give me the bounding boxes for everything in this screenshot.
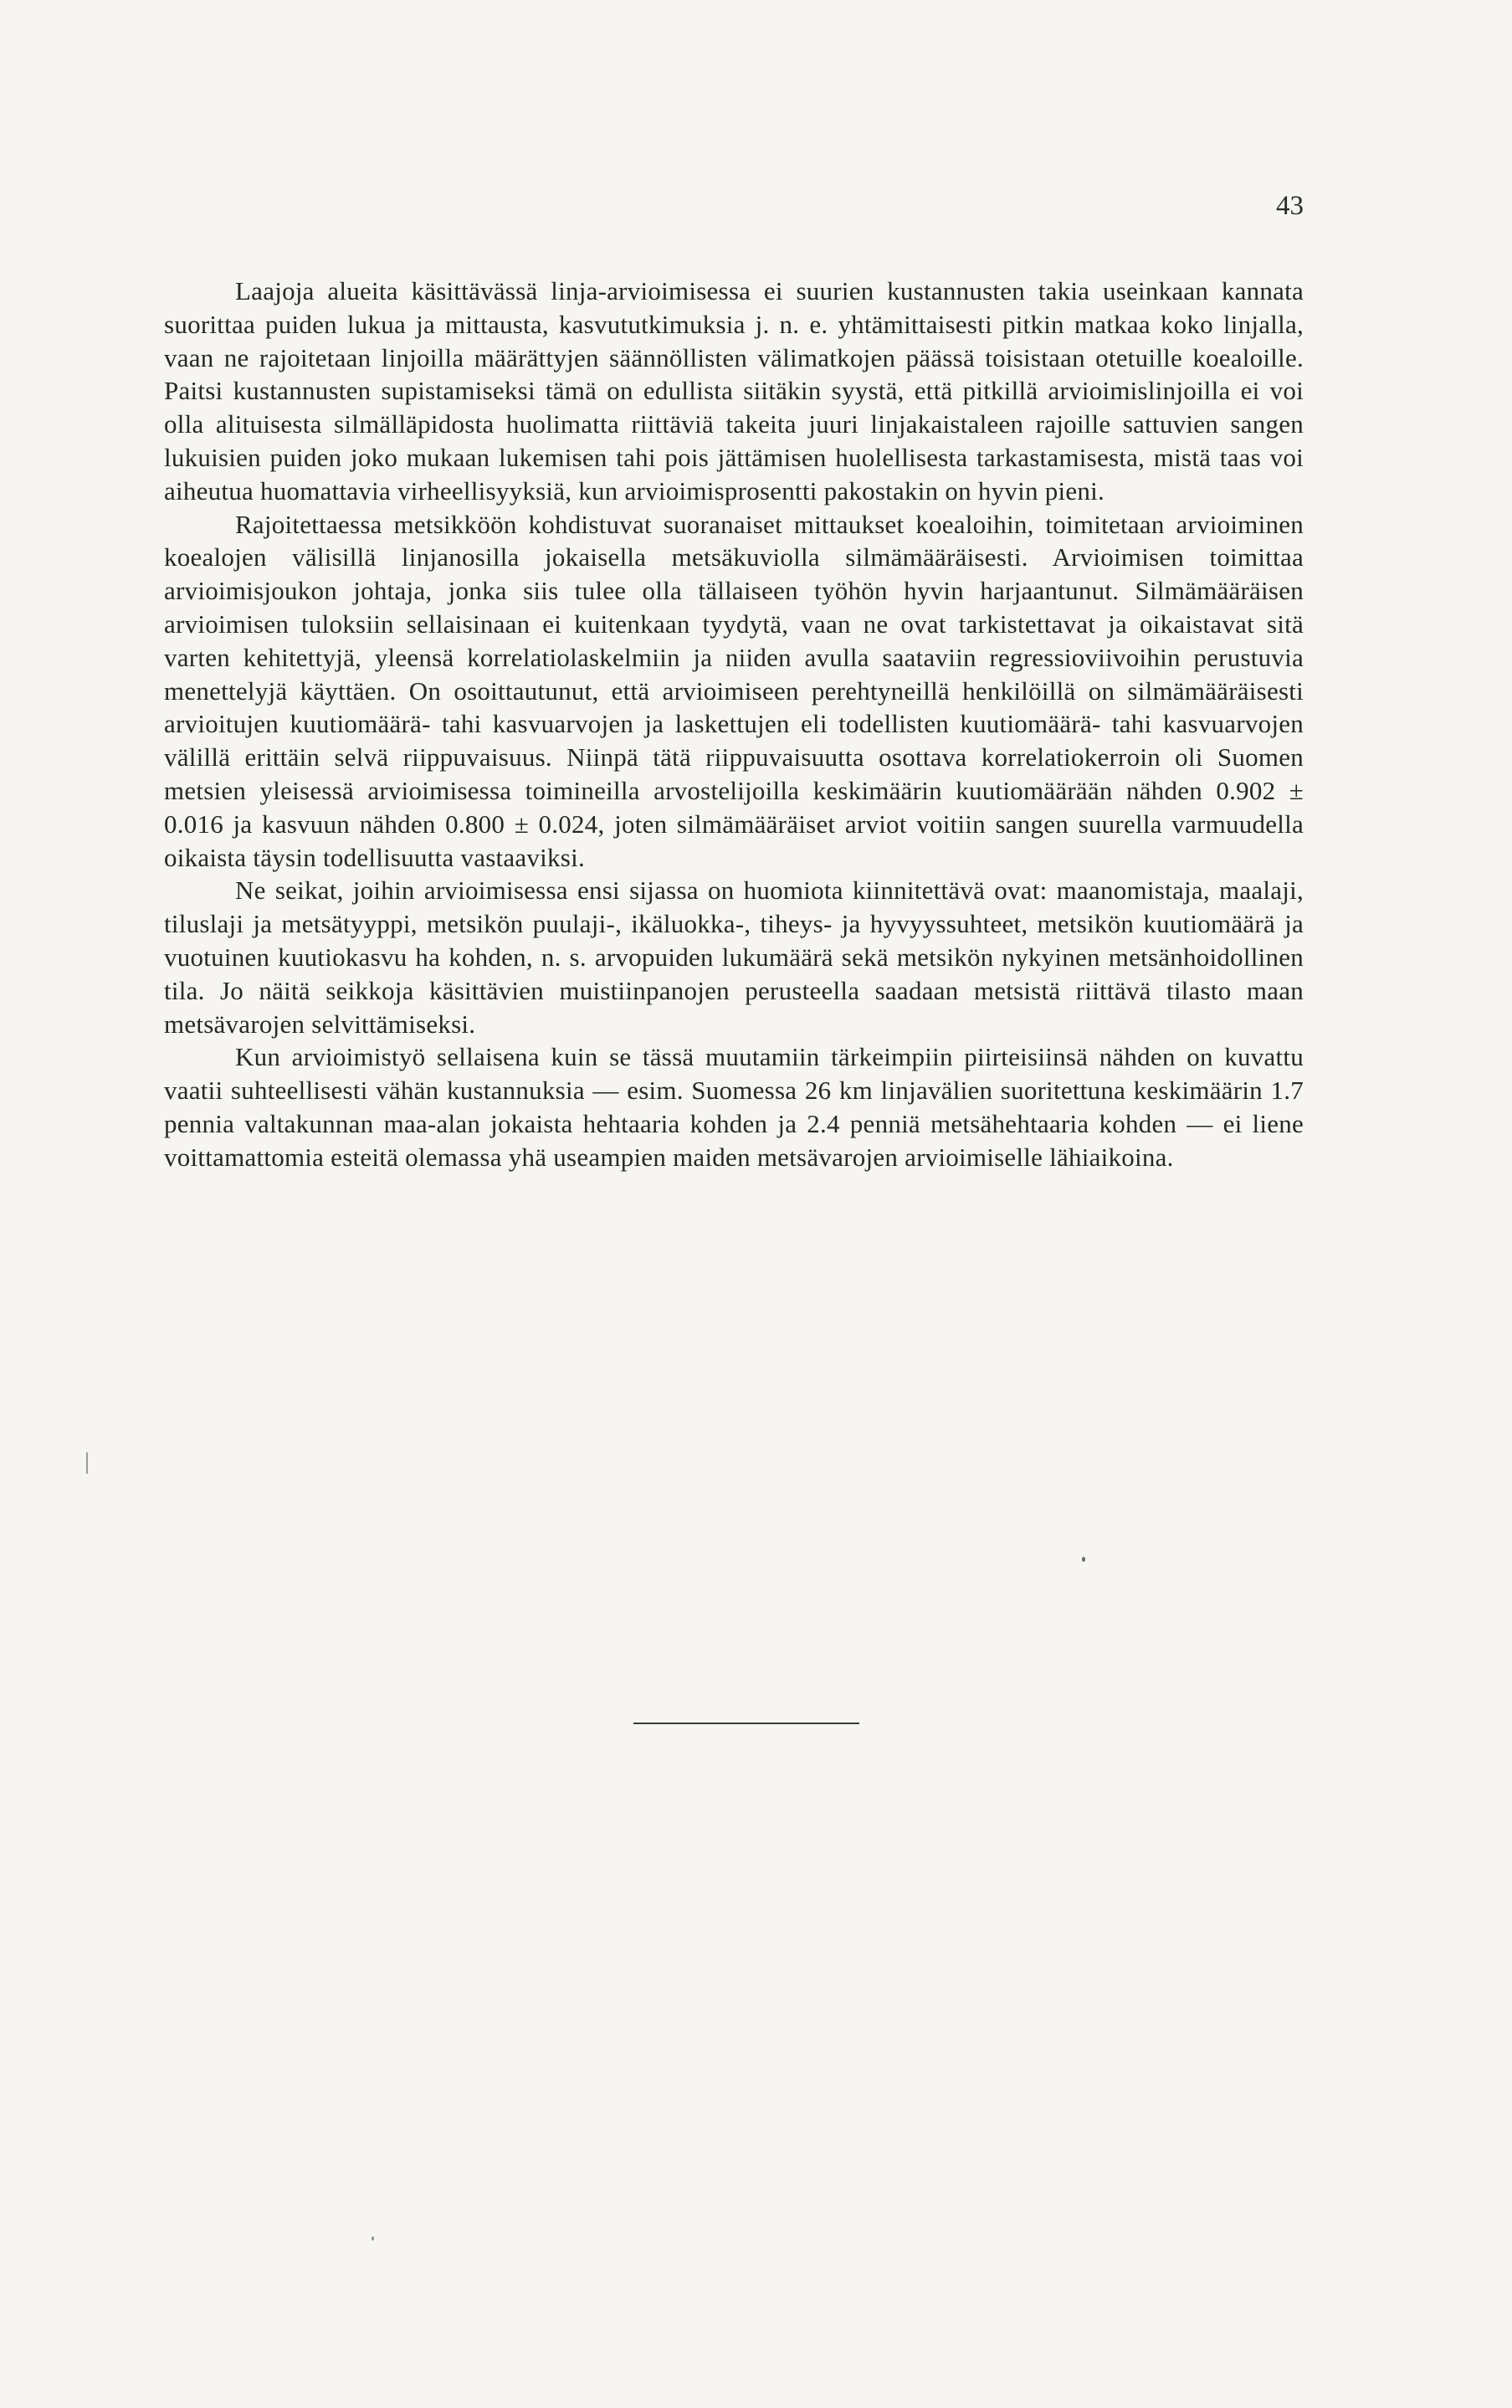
paragraph-ocular-estimation: Rajoitettaessa metsikköön kohdistuvat suoranaiset mittaukset koealoihin, toimitetaan arvioiminen koealojen välisillä linjanosilla jokaisella metsäkuviolla silmämääräisesti. Arvioimisen toimittaa arvioimisjoukon johtaja, jonka siis tulee olla tällaiseen työhön hyvin harjaantunut. Silmämääräisen arvioimisen tuloksiin sellaisinaan ei kuitenkaan tyydytä, vaan ne ovat tarkistettavat ja oikaistavat sitä varten kehitettyjä, yleensä korrelatiolaskelmiin ja niiden avulla saataviin regressioviivoihin perustuvia menettelyjä käyttäen. On osoittautunut, että arvioimiseen perehtyneillä henkilöillä on silmämääräisesti arvioitujen kuutiomäärä- tahi kasvuarvojen ja laskettujen eli todellisten kuutiomäärä- tahi kasvuarvojen välillä erittäin selvä riippuvaisuus. Niinpä tätä riippuvaisuutta osottava korrelatiokerroin oli Suomen metsien yleisessä arvioimisessa toimineilla arvostelijoilla keskimäärin kuutiomäärään nähden 0.902 ± 0.016 ja kasvuun nähden 0.800 ± 0.024, joten silmämääräiset arviot voitiin sangen suurella varmuudella oikaista täysin todellisuutta vastaaviksi. [164,509,1304,872]
scan-speck [86,1452,88,1474]
body-text [164,275,1304,1174]
section-divider [633,1723,859,1724]
paragraph-costs: Kun arvioimistyö sellaisena kuin se tässä muutamiin tärkeimpiin piirteisiinsä nähden on kuvattu vaatii suhteellisesti vähän kustannuksia — esim. Suomessa 26 km linjavälien suoritettuna keskimäärin 1.7 pennia valtakunnan maa-alan jokaista hehtaaria kohden ja 2.4 penniä metsähehtaaria kohden — ei liene voittamattomia esteitä olemassa yhä useampien maiden metsävarojen arvioimiselle lähiaikoina. [164,1042,1304,1172]
page-number: 43 [1276,191,1304,221]
paragraph-recorded-factors: Ne seikat, joihin arvioimisessa ensi sijassa on huomiota kiinnitettävä ovat: maanomistaja, maalaji, tiluslaji ja metsätyyppi, metsikön puulaji-, ikäluokka-, tiheys- ja hyvyyssuhteet, metsikön kuutiomäärä ja vuotuinen kuutiokasvu ha kohden, n. s. arvopuiden lukumäärä sekä metsikön nykyinen metsänhoidollinen tila. Jo näitä seikkoja käsittävien muistiinpanojen perusteella saadaan metsistä riittävä tilasto maan metsävarojen selvittämiseksi. [164,875,1304,1039]
scan-speck [1082,1557,1085,1562]
scan-speck [372,2236,374,2241]
paragraph-sample-plots: Laajoja alueita käsittävässä linja-arvioimisessa ei suurien kustannusten takia useinkaan kannata suorittaa puiden lukua ja mittausta, kasvututkimuksia j. n. e. yhtämittaisesti pitkin matkaa koko linjalla, vaan ne rajoitetaan linjoilla määrättyjen säännöllisten välimatkojen päässä toisistaan otetuille koealoille. Paitsi kustannusten supistamiseksi tämä on edullista siitäkin syystä, että pitkillä arvioimislinjoilla ei voi olla alituisesta silmälläpidosta huolimatta riittäviä takeita juuri linjakaistaleen rajoille sattuvien sangen lukuisien puiden joko mukaan lukemisen tahi pois jättämisen huolellisesta tarkastamisesta, mistä taas voi aiheutua huomattavia virheellisyyksiä, kun arvioimisprosentti pakostakin on hyvin pieni. [164,276,1304,506]
